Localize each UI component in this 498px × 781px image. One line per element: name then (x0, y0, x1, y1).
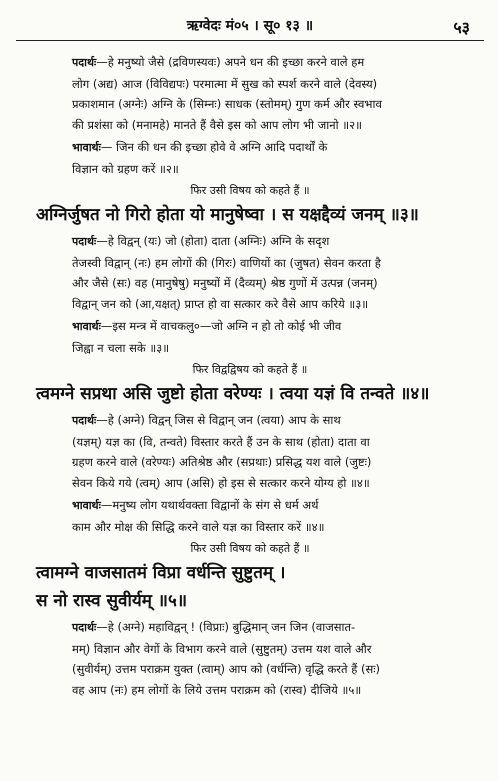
content (16, 40, 484, 700)
padartha-paragraph: पदार्थः—हे विद्वन् (यः) जो (होता) दाता (अग्निः) अग्नि के सदृश तेजस्वी विद्वान् (नः) हम लोगों की (गिरः) वाणियों का (जुषत) सेवन करता है और जैसे (सः) वह (मानुषेषु) मनुष्यों में (दैव्यम्) श्रेष्ठ गुणों में उत्पन्न (जनम्) विद्वान् जन को (आ,यक्षत्) प्राप्त हो वा सत्कार करे वैसे आप करिये ॥३॥ (72, 234, 381, 311)
mantra-line: अग्निर्जुषत नो गिरो होता यो मानुषेष्वा । स यक्षद्दैव्यं जनम् ॥३॥ (36, 205, 419, 225)
header-divider (16, 40, 484, 41)
padartha-paragraph: पदार्थः—हे (अग्ने) विद्वन् जिस से विद्वान् जन (त्वया) आप के साथ (यज्ञम्) यज्ञ का (वि, तन्वते) विस्तार करते हैं उन के साथ (होता) दाता वा ग्रहण करने वाले (वरेण्यः) अतिश्रेष्ठ और (सप्रथाः) प्रसिद्ध यश वाले (जुष्टः) सेवन किये गये (त्वम्) आप (असि) हो इस से सत्कार करने योग्य हो ॥४॥ (72, 413, 372, 490)
bhavartha-paragraph: भावार्थः—इस मन्त्र में वाचकलु०—जो अग्नि न हो तो कोई भी जीव जिह्वा न चला सके ॥३॥ (72, 319, 342, 355)
padartha-paragraph: पदार्थः—हे (अग्ने) महाविद्वन् ! (विप्राः) बुद्धिमान् जन जिन (वाजसात- मम्) विज्ञान और वेगों के विभाग करने वाले (सुष्टुतम्) उत्तम यश वाले और (सुवीर्यम्) उत्तम पराक्रम युक्त (त्वाम्) आप को (वर्धन्ति) वृद्धि करते हैं (सः) वह आप (नः) हम लोगों के लिये उत्तम पराक्रम को (रास्व) दीजिये ॥५॥ (72, 620, 381, 697)
mantra-line: त्वामग्ने वाजसातमं विप्रा वर्धन्ति सुष्टुतम् । (36, 563, 286, 583)
mantra-line: स नो रास्व सुवीर्यम् ॥५॥ (36, 591, 188, 611)
page-header (16, 0, 484, 40)
page-title: ऋग्वेदः मं०५ । सू० १३ ॥ (186, 18, 314, 34)
mantra-line: त्वमग्ने सप्रथा असि जुष्टो होता वरेण्यः । त्वया यज्ञं वि तन्वते ॥४॥ (36, 384, 430, 404)
section-intro: फिर उसी विषय को कहते हैं ॥ (190, 184, 310, 197)
page-number: ५३ (453, 18, 470, 37)
section-intro: फिर विद्वद्विषय को कहते हैं ॥ (192, 363, 308, 376)
bhavartha-paragraph: भावार्थः—मनुष्य लोग यथार्थवक्ता विद्वानों के संग से धर्म अर्थ काम और मोक्ष की सिद्धि करने वाले यज्ञ का विस्तार करें ॥४॥ (72, 498, 325, 534)
bhavartha-paragraph: भावार्थः— जिन की धन की इच्छा होवे वे अग्नि आदि पदार्थों के विज्ञान को ग्रहण करें ॥२॥ (72, 140, 328, 176)
section-intro: फिर उसी विषय को कहते हैं ॥ (190, 542, 310, 555)
padartha-paragraph: पदार्थः—हे मनुष्यो जैसे (द्रविणस्यवः) अपने धन की इच्छा करने वाले हम लोग (अद्य) आज (विविद्यपः) परमात्मा में सुख को स्पर्श करने वाले (देवस्य) प्रकाशमान (अग्नेः) अग्नि के (सिम्नः) साधक (स्तोमम्) गुण कर्म और स्वभाव की प्रशंसा को (मनामहे) मानते हैं वैसे इस को आप लोग भी जानो ॥२॥ (72, 55, 382, 132)
